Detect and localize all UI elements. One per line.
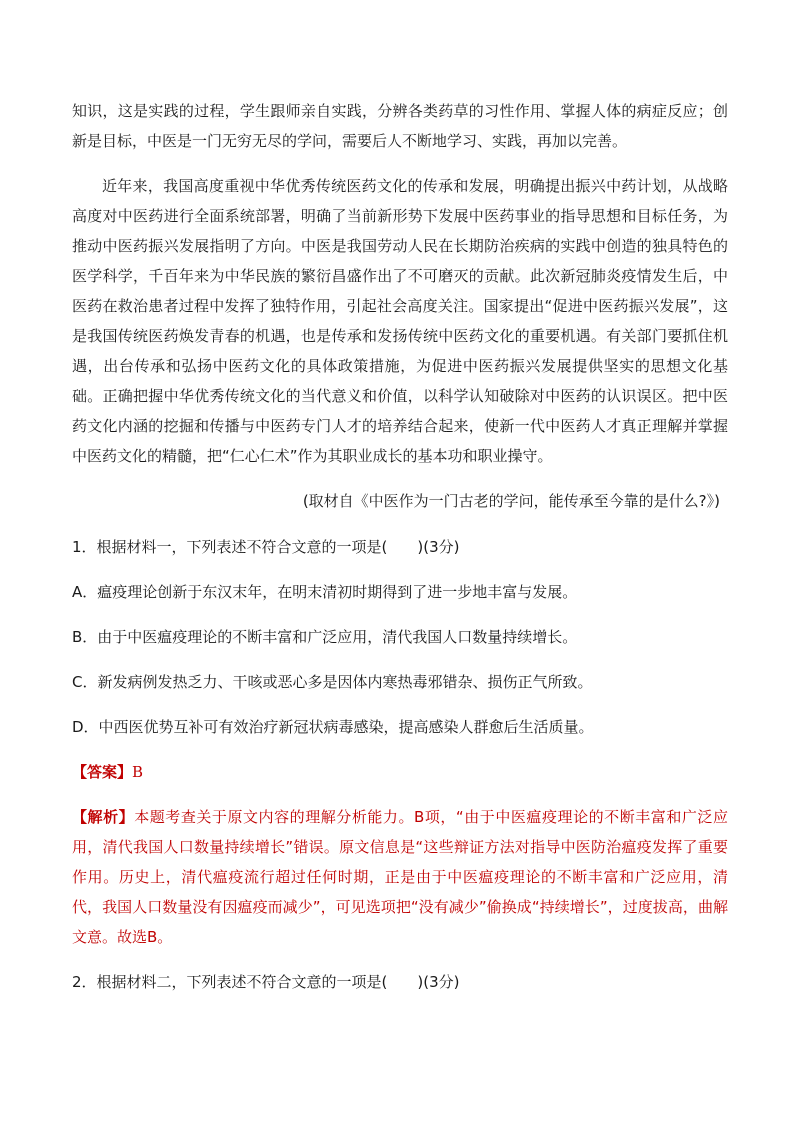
answer-value: B xyxy=(132,763,144,781)
explanation-text: 本题考查关于原文内容的理解分析能力。B项，“由于中医瘟疫理论的不断丰富和广泛应用，清代我国人口数量持续增长”错误。原文信息是“这些辩证方法对指导中医防治瘟疫发挥了重要作用。历史上，清代瘟疫流行超过任何时期，正是由于中医瘟疫理论的不断丰富和广泛应用，清代，我国人口数量没有因瘟疫而减少”，可见选项把“没有减少”偷换成“持续增长”，过度拔高，曲解文意。故选B。 xyxy=(72,808,728,946)
question-1-stem: 1．根据材料一，下列表述不符合文意的一项是( )(3分) xyxy=(72,538,460,556)
paragraph-continuation: 知识，这是实践的过程，学生跟师亲自实践，分辨各类药草的习性作用、掌握人体的病症反应；创新是目标，中医是一门无穷无尽的学问，需要后人不断地学习、实践，再加以完善。 xyxy=(72,102,728,150)
question-1-option-b: B．由于中医瘟疫理论的不断丰富和广泛应用，清代我国人口数量持续增长。 xyxy=(72,628,578,646)
document-page xyxy=(72,96,728,997)
question-1-option-c: C．新发病例发热乏力、干咳或恶心多是因体内寒热毒邪错杂、损伤正气所致。 xyxy=(72,673,593,691)
paragraph-main: 近年来，我国高度重视中华优秀传统医药文化的传承和发展，明确提出振兴中药计划，从战略高度对中医药进行全面系统部署，明确了当前新形势下发展中医药事业的指导思想和目标任务，为推动中医药振兴发展指明了方向。中医是我国劳动人民在长期防治疾病的实践中创造的独具特色的医学科学，千百年来为中华民族的繁衍昌盛作出了不可磨灭的贡献。此次新冠肺炎疫情发生后，中医药在救治患者过程中发挥了独特作用，引起社会高度关注。国家提出“促进中医药振兴发展”，这是我国传统医药焕发青春的机遇，也是传承和发扬传统中医药文化的重要机遇。有关部门要抓住机遇，出台传承和弘扬中医药文化的具体政策措施，为促进中医药振兴发展提供坚实的思想文化基础。正确把握中华优秀传统文化的当代意义和价值，以科学认知破除对中医药的认识误区。把中医药文化内涵的挖掘和传播与中医药专门人才的培养结合起来，使新一代中医药人才真正理解并掌握中医药文化的精髓，把“仁心仁术”作为其职业成长的基本功和职业操守。 xyxy=(72,177,728,465)
source-citation: (取材自《中医作为一门古老的学问，能传承至今靠的是什么?》) xyxy=(302,492,720,510)
question-1-option-a: A．瘟疫理论创新于东汉末年，在明末清初时期得到了进一步地丰富与发展。 xyxy=(72,583,578,601)
answer-line xyxy=(72,757,728,787)
explanation-label: 【解析】 xyxy=(72,808,135,826)
question-2-stem: 2．根据材料二，下列表述不符合文意的一项是( )(3分) xyxy=(72,973,460,991)
answer-label: 【答案】 xyxy=(72,763,133,781)
explanation-paragraph xyxy=(72,802,728,952)
question-1-option-d: D．中西医优势互补可有效治疗新冠状病毒感染，提高感染人群愈后生活质量。 xyxy=(72,718,594,736)
